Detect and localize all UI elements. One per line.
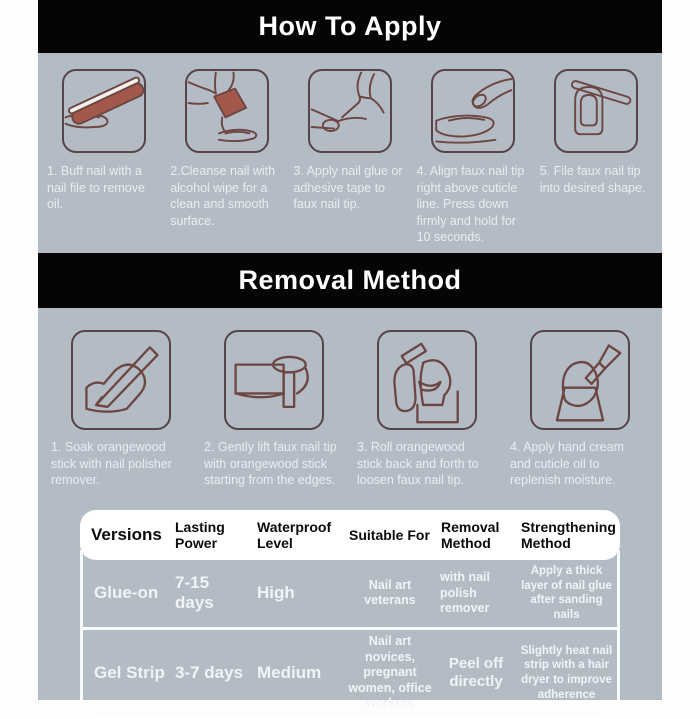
removal-steps — [38, 308, 662, 510]
hand-cream-icon — [530, 330, 630, 430]
removal-step-1-caption: 1. Soak orangewood stick with nail polisher remover. — [51, 440, 172, 487]
apply-step-3 — [288, 69, 411, 253]
removal-step-2 — [197, 330, 350, 510]
apply-glue-icon — [308, 69, 392, 153]
cleanse-alcohol-wipe-icon — [185, 69, 269, 153]
cell-suitable-for: Nail art novices, pregnant women, office workers — [348, 633, 432, 711]
col-header-suitable-for: Suitable For — [349, 526, 430, 543]
removal-step-1 — [44, 330, 197, 510]
press-nail-tip-icon — [431, 69, 515, 153]
table-row-gel-strip — [83, 627, 617, 716]
cell-waterproof-level: Medium — [257, 662, 322, 682]
roll-stick-icon — [377, 330, 477, 430]
cell-strengthening-method: Slightly heat nail strip with a hair dryer to improve adherence — [520, 644, 613, 701]
cell-version: Gel Strip — [94, 662, 165, 682]
cell-lasting-power: 3-7 days — [175, 662, 244, 682]
col-header-removal-method: Removal Method — [441, 518, 500, 551]
removal-step-3 — [350, 330, 503, 510]
apply-step-1-caption: 1. Buff nail with a nail file to remove oil. — [47, 164, 145, 211]
apply-step-5 — [535, 69, 658, 253]
apply-steps — [38, 53, 662, 253]
col-header-waterproof-level: Waterproof Level — [257, 518, 332, 551]
removal-step-3-caption: 3. Roll orangewood stick back and forth to loosen faux nail tip. — [357, 440, 479, 487]
col-header-strengthening-method: Strengthening Method — [521, 518, 616, 551]
table-row-glue-on — [83, 560, 617, 627]
apply-step-4 — [412, 69, 535, 253]
cell-lasting-power: 7-15 days — [175, 573, 214, 613]
table-header-row — [80, 510, 620, 560]
comparison-table — [80, 510, 620, 719]
apply-step-4-caption: 4. Align faux nail tip right above cuticle line. Press down firmly and hold for 10 seconds. — [416, 164, 525, 244]
cell-removal-method: with nail polish remover — [440, 570, 490, 616]
apply-header-bar — [38, 0, 662, 53]
col-header-lasting-power: Lasting Power — [175, 518, 225, 551]
content-column — [38, 0, 662, 711]
removal-step-2-caption: 2. Gently lift faux nail tip with orangewood stick starting from the edges. — [204, 440, 337, 487]
apply-step-2 — [165, 69, 288, 253]
apply-step-3-caption: 3. Apply nail glue or adhesive tape to faux nail tip. — [293, 164, 403, 211]
removal-title: Removal Method — [238, 265, 462, 295]
soak-orangewood-stick-icon — [71, 330, 171, 430]
cell-waterproof-level: High — [257, 583, 295, 603]
cell-strengthening-method: Apply a thick layer of nail glue after sanding nails — [521, 565, 612, 622]
table-body — [80, 550, 620, 719]
removal-step-4-caption: 4. Apply hand cream and cuticle oil to replenish moisture. — [510, 440, 624, 487]
buff-nail-file-icon — [62, 69, 146, 153]
col-header-versions: Versions — [91, 525, 162, 545]
cell-version: Glue-on — [94, 583, 159, 603]
apply-step-1 — [42, 69, 165, 253]
lift-nail-tip-icon — [224, 330, 324, 430]
cell-removal-method: Peel off directly — [448, 654, 504, 690]
removal-header-bar — [38, 253, 662, 308]
file-shape-icon — [554, 69, 638, 153]
apply-step-2-caption: 2.Cleanse nail with alcohol wipe for a clean and smooth surface. — [170, 164, 276, 228]
cell-suitable-for: Nail art veterans — [364, 577, 416, 608]
apply-title: How To Apply — [258, 11, 442, 41]
removal-step-4 — [503, 330, 656, 510]
apply-step-5-caption: 5. File faux nail tip into desired shape. — [539, 164, 646, 195]
